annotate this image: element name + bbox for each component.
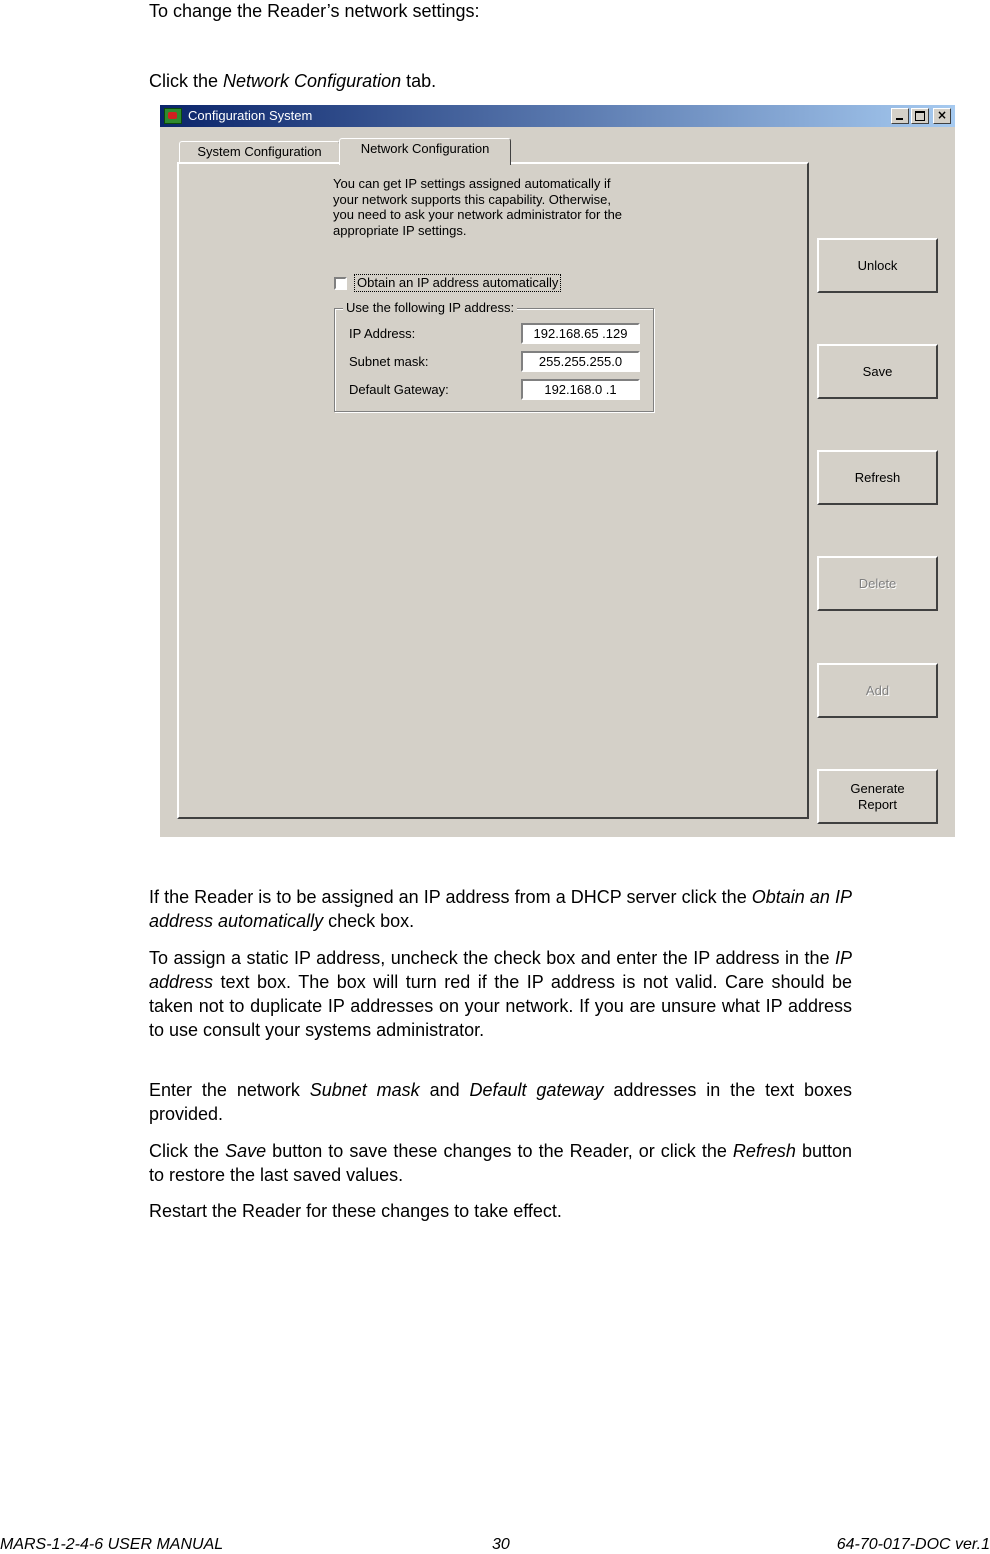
click-instruction xyxy=(149,70,436,92)
delete-button[interactable]: Delete xyxy=(817,556,938,611)
subnet-mask-label: Subnet mask: xyxy=(349,354,429,369)
p2-text-a: To assign a static IP address, uncheck the check box and enter the IP address in the xyxy=(149,948,835,968)
subnet-mask-input[interactable]: 255.255.255.0 xyxy=(521,351,640,372)
unlock-button[interactable]: Unlock xyxy=(817,238,938,293)
tab-network-configuration[interactable]: Network Configuration xyxy=(339,138,511,165)
obtain-ip-checkbox[interactable] xyxy=(334,277,347,290)
default-gateway-input[interactable]: 192.168.0 .1 xyxy=(521,379,640,400)
title-bar xyxy=(160,105,955,127)
static-ip-group xyxy=(334,300,654,412)
intro-text: To change the Reader’s network settings: xyxy=(149,1,480,21)
maximize-button[interactable] xyxy=(911,108,929,124)
p1-text-c: check box. xyxy=(323,911,415,931)
refresh-button[interactable]: Refresh xyxy=(817,450,938,505)
group-legend: Use the following IP address: xyxy=(343,300,517,316)
window-title: Configuration System xyxy=(188,108,313,123)
p4-text-a: Click the xyxy=(149,1141,226,1161)
p3-emphasis-subnet: Subnet mask xyxy=(309,1080,420,1100)
ip-address-input[interactable]: 192.168.65 .129 xyxy=(521,323,640,344)
add-button[interactable]: Add xyxy=(817,663,938,718)
report-label: Report xyxy=(857,796,897,812)
p3-emphasis-gateway: Default gateway xyxy=(469,1080,604,1100)
generate-label: Generate xyxy=(850,780,905,796)
info-text xyxy=(333,176,622,238)
ip-address-label: IP Address: xyxy=(349,326,416,341)
default-gateway-label: Default Gateway: xyxy=(349,382,449,397)
paragraph-restart: Restart the Reader for these changes to take effect. xyxy=(149,1201,562,1221)
click-suffix: tab. xyxy=(401,71,437,91)
click-emphasis: Network Configuration xyxy=(223,71,402,91)
footer-doc-id: 64-70-017-DOC ver.1 xyxy=(836,1536,990,1553)
info-line: your network supports this capability. Otherwise, xyxy=(333,191,611,207)
p3-text-a: Enter the network xyxy=(149,1080,310,1100)
close-button[interactable]: × xyxy=(933,108,951,124)
info-line: You can get IP settings assigned automatically if xyxy=(333,176,611,191)
app-icon xyxy=(164,108,182,124)
paragraph-subnet xyxy=(149,1078,852,1126)
paragraph-static-ip xyxy=(149,946,852,1042)
p4-text-c: button to save these changes to the Reader, or click the xyxy=(266,1141,733,1161)
p4-text-e: button to restore the last saved values. xyxy=(149,1141,853,1185)
paragraph-dhcp xyxy=(149,885,852,933)
info-line: appropriate IP settings. xyxy=(333,222,467,238)
p1-text-a: If the Reader is to be assigned an IP address from a DHCP server click the xyxy=(149,887,752,907)
p3-text-c: and xyxy=(419,1080,470,1100)
generate-report-button[interactable] xyxy=(817,769,938,824)
click-prefix: Click the xyxy=(149,71,224,91)
p3-text-e: addresses in the text boxes provided. xyxy=(149,1080,853,1124)
p1-emphasis: Obtain an IP address automatically xyxy=(149,887,852,931)
minimize-button[interactable] xyxy=(891,108,909,124)
footer-page-number: 30 xyxy=(492,1536,510,1553)
obtain-ip-label[interactable]: Obtain an IP address automatically xyxy=(354,274,561,292)
save-button[interactable]: Save xyxy=(817,344,938,399)
network-configuration-panel xyxy=(177,162,809,819)
footer-manual-title: MARS-1-2-4-6 USER MANUAL xyxy=(0,1536,224,1553)
p2-text-c: text box. The box will turn red if the IP address is not valid. Care should be taken not to duplicate IP addresses on your network. If you are unsure what IP address to use consult your systems administrator. xyxy=(149,972,852,1040)
p2-emphasis: IP address xyxy=(149,948,852,992)
tab-system-configuration[interactable]: System Configuration xyxy=(179,141,340,163)
info-line: you need to ask your network administrator for the xyxy=(333,207,623,222)
obtain-ip-checkbox-row[interactable] xyxy=(334,274,561,292)
p4-emphasis-save: Save xyxy=(225,1141,267,1161)
p4-emphasis-refresh: Refresh xyxy=(732,1141,796,1161)
paragraph-save xyxy=(149,1139,852,1187)
configuration-window xyxy=(160,105,955,837)
